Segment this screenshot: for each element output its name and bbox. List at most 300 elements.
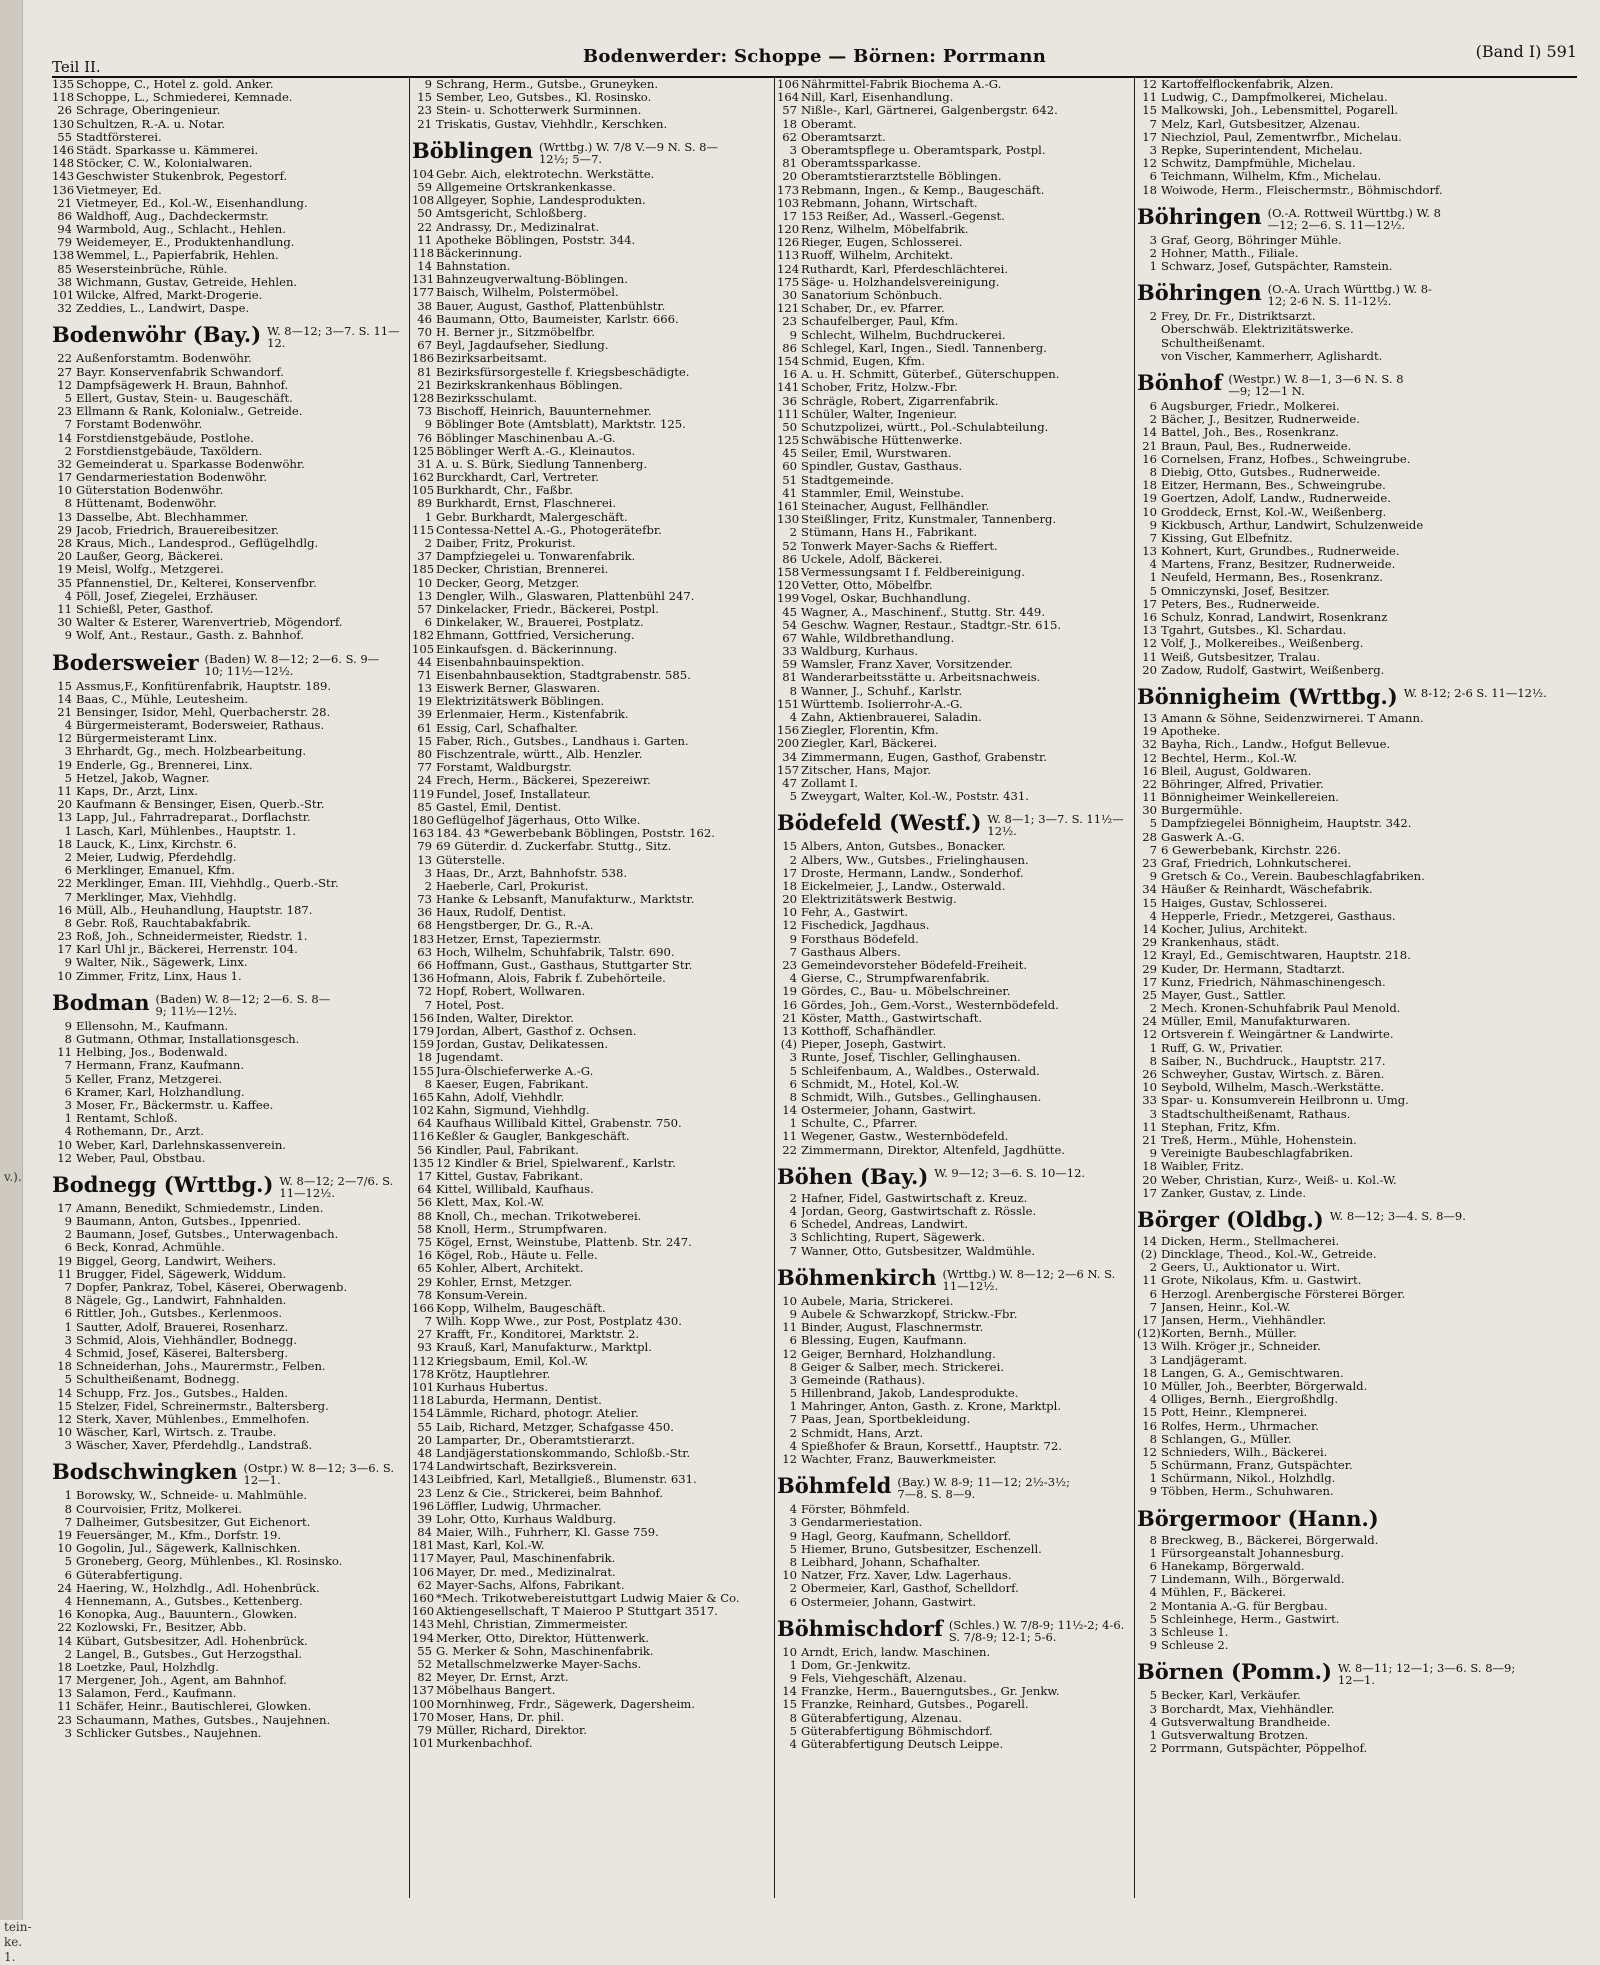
list-item — [777, 764, 1132, 777]
phone-number: 165 — [412, 1089, 435, 1104]
subscriber-entry: Frey, Dr. Fr., Distriktsarzt. — [1161, 310, 1316, 324]
subscriber-entry: Schrägle, Robert, Zigarrenfabrik. — [801, 394, 999, 408]
list-item — [412, 1460, 772, 1473]
list-item — [52, 904, 407, 917]
list-item — [412, 300, 772, 313]
phone-number — [1137, 323, 1161, 336]
list-item — [412, 286, 772, 299]
list-item — [412, 1196, 772, 1209]
list-item — [777, 170, 1132, 183]
list-item — [52, 1700, 407, 1713]
list-item — [412, 1038, 772, 1051]
list-item — [777, 223, 1132, 236]
subscriber-entry: Zollamt I. — [801, 776, 858, 790]
subscriber-entry: Dopfer, Pankraz, Tobel, Käserei, Oberwagenb. — [76, 1281, 348, 1294]
subscriber-entry: Müller, Joh., Beerbter, Börgerwald. — [1161, 1379, 1368, 1393]
list-item — [52, 798, 407, 811]
subscriber-entry: Eisenbahnbauinspektion. — [436, 655, 585, 669]
subscriber-entry: Mergener, Joh., Agent, am Bahnhof. — [76, 1674, 287, 1688]
phone-number: 11 — [417, 232, 432, 247]
phone-number: 137 — [412, 1683, 435, 1698]
fragment-text — [4, 1485, 32, 1500]
phone-number: 130 — [52, 116, 75, 131]
list-item — [1137, 1742, 1577, 1755]
phone-number: 10 — [1142, 1378, 1157, 1393]
subscriber-entry: Uckele, Adolf, Bäckerei. — [801, 552, 943, 566]
subscriber-entry: Oberschwäb. Elektrizitätswerke. — [1161, 323, 1354, 337]
list-item — [52, 1112, 407, 1125]
list-item — [777, 263, 1132, 276]
phone-number: 5 — [789, 1063, 797, 1078]
phone-number: 12 — [1142, 1444, 1157, 1459]
phone-number: 62 — [782, 129, 797, 144]
phone-number: 12 — [1142, 750, 1157, 765]
subscriber-entry: Einkaufsgen. d. Bäckerinnung. — [436, 642, 618, 656]
subscriber-entry: Lindemann, Wilh., Börgerwald. — [1161, 1573, 1345, 1587]
list-item — [1137, 752, 1577, 765]
subscriber-entry: Böblinger Bote (Amtsblatt), Marktstr. 125. — [436, 418, 686, 432]
phone-number: 154 — [777, 353, 800, 368]
list-item — [52, 680, 407, 693]
phone-number: 79 — [417, 1722, 432, 1737]
list-item — [777, 1413, 1132, 1426]
subscriber-entry: Dinkelaker, W., Brauerei, Postplatz. — [436, 616, 644, 630]
list-item — [412, 1170, 772, 1183]
phone-number: 115 — [412, 522, 435, 537]
list-item — [52, 236, 407, 249]
phone-number: 8 — [1149, 1431, 1157, 1446]
phone-number: 126 — [777, 235, 800, 250]
subscriber-entry: Schwitz, Dampfmühle, Michelau. — [1161, 157, 1356, 171]
fragment-text — [4, 1560, 32, 1575]
phone-number: 22 — [417, 219, 432, 234]
list-item — [52, 1714, 407, 1727]
list-item — [777, 724, 1132, 737]
subscriber-entry: Haeberle, Carl, Prokurist. — [436, 879, 589, 893]
phone-number: 14 — [782, 1103, 797, 1118]
list-item — [412, 577, 772, 590]
phone-number: 136 — [52, 182, 75, 197]
list-item — [52, 418, 407, 431]
phone-number: 3 — [64, 1438, 72, 1453]
subscriber-entry: Kozlowski, Fr., Besitzer, Abb. — [76, 1621, 247, 1635]
phone-number: 12 — [57, 377, 72, 392]
phone-number: 15 — [1142, 895, 1157, 910]
phone-number: 51 — [782, 472, 797, 487]
list-item — [52, 1595, 407, 1608]
subscriber-entry: Geschw. Wagner, Restaur., Stadtgr.-Str. 615. — [801, 618, 1062, 632]
subscriber-entry: Haas, Dr., Arzt, Bahnhofstr. 538. — [436, 866, 628, 880]
place-heading — [777, 1266, 1132, 1292]
phone-number: 12 — [57, 1150, 72, 1165]
fragment-text — [4, 1815, 32, 1830]
subscriber-entry: Zeddies, L., Landwirt, Daspe. — [76, 302, 250, 316]
list-item — [1137, 738, 1577, 751]
list-item — [412, 1210, 772, 1223]
subscriber-entry: Steinacher, August, Fellhändler. — [801, 500, 990, 513]
list-item — [412, 550, 772, 563]
fragment-text — [4, 1590, 32, 1605]
list-item — [52, 864, 407, 877]
list-item — [52, 484, 407, 497]
phone-number: 16 — [1142, 1418, 1157, 1433]
list-item — [777, 1556, 1132, 1569]
phone-number: 2 — [1149, 245, 1157, 260]
subscriber-entry: Graf, Georg, Böhringer Mühle. — [1161, 233, 1342, 247]
subscriber-entry: Gutmann, Othmar, Installationsgesch. — [76, 1033, 300, 1046]
fragment-text — [4, 1770, 32, 1785]
phone-number: 57 — [417, 601, 432, 616]
subscriber-entry: Pott, Heinr., Klempnerei. — [1161, 1406, 1308, 1420]
subscriber-entry: Städt. Sparkasse u. Kämmerei. — [76, 143, 259, 157]
subscriber-entry: Contessa-Nettel A.-G., Photogerätefbr. — [436, 523, 662, 537]
fragment-text — [4, 1230, 32, 1245]
phone-number: 12 — [782, 918, 797, 933]
list-item — [412, 708, 772, 721]
phone-number: 12 — [782, 1452, 797, 1466]
phone-number: (2) — [1140, 1247, 1157, 1262]
list-item — [52, 104, 407, 117]
phone-number: 16 — [57, 1607, 72, 1622]
phone-number — [1137, 350, 1161, 363]
list-item — [52, 1215, 407, 1228]
phone-number: 5 — [64, 1554, 72, 1569]
list-item — [52, 118, 407, 131]
subscriber-entry: Schulte, C., Pfarrer. — [801, 1117, 918, 1131]
subscriber-entry: Gogolin, Jul., Sägewerk, Kallnischken. — [76, 1542, 301, 1556]
list-item — [412, 1632, 772, 1645]
subscriber-entry: Keller, Franz, Metzgerei. — [76, 1072, 223, 1086]
list-item — [52, 537, 407, 550]
list-item — [1137, 1028, 1577, 1041]
subscriber-entry: Bezirkskrankenhaus Böblingen. — [436, 378, 623, 392]
phone-number: 58 — [417, 1221, 432, 1236]
phone-number: 8 — [64, 1293, 72, 1308]
list-item — [1137, 492, 1577, 505]
phone-number: 64 — [417, 1182, 432, 1197]
list-item — [412, 854, 772, 867]
phone-number: 8 — [1149, 1053, 1157, 1068]
list-item — [1137, 1288, 1577, 1301]
phone-number: 3 — [1149, 1352, 1157, 1367]
phone-number: 59 — [782, 657, 797, 672]
phone-number: 48 — [417, 1445, 432, 1460]
phone-number: 18 — [57, 1659, 72, 1674]
subscriber-entry: Schmid, Josef, Käserei, Baltersberg. — [76, 1346, 289, 1360]
phone-number: 55 — [417, 1419, 432, 1434]
place-name: Börgermoor (Hann.) — [1137, 1505, 1379, 1531]
list-item — [1137, 1703, 1577, 1716]
phone-number: 21 — [57, 704, 72, 719]
phone-number: 135 — [52, 78, 75, 91]
subscriber-entry: Amtsgericht, Schloßberg. — [436, 207, 587, 221]
subscriber-entry: Gendarmeriestation. — [801, 1516, 923, 1530]
subscriber-entry: 184. 43 *Gewerbebank Böblingen, Poststr. 162. — [436, 827, 715, 841]
phone-number: 101 — [412, 1380, 435, 1394]
subscriber-entry: Graf, Friedrich, Lohnkutscherei. — [1161, 857, 1352, 870]
list-item — [52, 1413, 407, 1426]
subscriber-entry: Eickelmeier, J., Landw., Osterwald. — [801, 879, 1006, 893]
list-item — [412, 1051, 772, 1064]
subscriber-entry: Schmidt, Wilh., Gutsbes., Gellinghausen. — [801, 1090, 1042, 1104]
subscriber-entry: Dasselbe, Abt. Blechhammer. — [76, 510, 249, 524]
place-heading — [52, 651, 407, 677]
place-name: Böhringen — [1137, 280, 1262, 306]
list-item — [52, 1139, 407, 1152]
phone-number: 2 — [1149, 1598, 1157, 1613]
phone-number: 7 — [1149, 842, 1157, 857]
phone-number: 118 — [412, 1393, 435, 1408]
subscriber-entry: Dengler, Wilh., Glaswaren, Plattenbühl 247. — [436, 589, 695, 603]
phone-number: 2 — [789, 525, 797, 540]
phone-number: 20 — [1142, 1172, 1157, 1187]
phone-number: 11 — [1142, 1119, 1157, 1134]
phone-number: 164 — [777, 90, 800, 105]
list-item — [1137, 844, 1577, 857]
phone-number: 26 — [57, 103, 72, 118]
phone-number: 3 — [1149, 1701, 1157, 1716]
phone-number: (4) — [780, 1037, 797, 1052]
subscriber-entry: Walter, Nik., Sägewerk, Linx. — [76, 956, 248, 970]
phone-number: 10 — [57, 1137, 72, 1152]
phone-number: 1 — [1149, 1040, 1157, 1055]
subscriber-entry: Becker, Karl, Verkäufer. — [1161, 1689, 1301, 1703]
subscriber-entry: Apotheke Böblingen, Poststr. 344. — [436, 233, 636, 247]
subscriber-entry: Dincklage, Theod., Kol.-W., Getreide. — [1161, 1248, 1377, 1262]
list-item — [52, 1086, 407, 1099]
list-item — [412, 867, 772, 880]
subscriber-entry: Hagl, Georg, Kaufmann, Schelldorf. — [801, 1529, 1012, 1543]
list-item — [777, 999, 1132, 1012]
subscriber-entry: Omniczynski, Josef, Besitzer. — [1161, 584, 1330, 598]
phone-number: 6 — [1149, 1286, 1157, 1301]
subscriber-entry: Kahn, Adolf, Viehhdlr. — [436, 1090, 565, 1104]
phone-number: 81 — [417, 364, 432, 379]
phone-number: 8 — [1149, 1532, 1157, 1547]
phone-number: 175 — [777, 274, 800, 289]
list-item — [1137, 1094, 1577, 1107]
list-item — [777, 985, 1132, 998]
phone-number: 62 — [417, 1577, 432, 1592]
subscriber-entry: Güterstation Bodenwöhr. — [76, 484, 224, 498]
list-item — [412, 1658, 772, 1671]
list-item — [1137, 1147, 1577, 1160]
phone-number: 24 — [417, 773, 432, 788]
phone-number: 9 — [789, 1528, 797, 1543]
list-item — [1137, 791, 1577, 804]
list-item — [412, 893, 772, 906]
subscriber-entry: Stadtgemeinde. — [801, 473, 894, 487]
phone-number: 5 — [1149, 816, 1157, 831]
subscriber-entry: Gebr. Roß, Rauchtabakfabrik. — [76, 916, 251, 930]
list-item — [1137, 1340, 1577, 1353]
phone-number: 19 — [57, 562, 72, 577]
subscriber-entry: Woiwode, Herm., Fleischermstr., Böhmischdorf. — [1161, 183, 1443, 197]
list-item — [777, 1543, 1132, 1556]
phone-number: 29 — [417, 1274, 432, 1289]
phone-number: 18 — [57, 836, 72, 851]
phone-number: 34 — [1142, 882, 1157, 897]
phone-number: 5 — [1149, 583, 1157, 598]
phone-number: 10 — [57, 1425, 72, 1440]
subscriber-entry: Vietmeyer, Ed. — [76, 183, 162, 197]
subscriber-entry: Kriegsbaum, Emil, Kol.-W. — [436, 1354, 589, 1368]
office-hours: W. 8—12; 2—7/6. S. 11—12½. — [279, 1173, 394, 1200]
subscriber-entry: Decker, Georg, Metzger. — [436, 576, 580, 590]
list-item — [412, 405, 772, 418]
phone-number: 8 — [789, 1554, 797, 1569]
list-item — [1137, 350, 1577, 363]
phone-number: 3 — [1149, 1624, 1157, 1639]
subscriber-entry: Hopf, Robert, Wollwaren. — [436, 985, 586, 999]
list-item — [777, 658, 1132, 671]
list-item — [52, 1439, 407, 1452]
subscriber-entry: Forstamt Bodenwöhr. — [76, 418, 203, 432]
list-item — [412, 788, 772, 801]
list-item — [777, 698, 1132, 711]
fragment-text — [4, 1605, 32, 1620]
phone-number: 15 — [417, 733, 432, 748]
phone-number: 85 — [417, 799, 432, 814]
phone-number: 71 — [417, 667, 432, 682]
list-item — [412, 590, 772, 603]
list-item — [52, 956, 407, 969]
phone-number: 10 — [57, 483, 72, 498]
list-item — [1137, 558, 1577, 571]
phone-number: 6 — [64, 863, 72, 878]
subscriber-entry: Gördes, Joh., Gem.-Vorst., Westernbödefeld. — [801, 998, 1059, 1012]
subscriber-entry: Apotheke. — [1161, 725, 1221, 739]
phone-number: 5 — [1149, 1611, 1157, 1626]
phone-number: 148 — [52, 156, 75, 171]
list-item — [52, 1255, 407, 1268]
fragment-text: ke. — [4, 1935, 23, 1949]
subscriber-entry: Bächer, J., Besitzer, Rudnerweide. — [1161, 413, 1360, 427]
list-item — [52, 1347, 407, 1360]
subscriber-entry: Ellert, Gustav, Stein- u. Baugeschäft. — [76, 391, 293, 405]
fragment-text — [4, 1635, 32, 1650]
list-item — [777, 1192, 1132, 1205]
list-item — [1137, 310, 1577, 323]
phone-number: 9 — [789, 1671, 797, 1686]
office-hours: (Wrttbg.) W. 7/8 V.—9 N. S. 8—12½; 5—7. — [538, 139, 718, 166]
list-item — [1137, 598, 1577, 611]
subscriber-entry: Merker, Otto, Direktor, Hüttenwerk. — [436, 1631, 649, 1645]
subscriber-entry: Seiler, Emil, Wurstwaren. — [801, 447, 952, 461]
subscriber-entry: Gutsverwaltung Brotzen. — [1161, 1728, 1309, 1742]
list-item — [52, 811, 407, 824]
subscriber-entry: Schultzen, R.-A. u. Notar. — [76, 117, 226, 131]
list-item — [52, 1555, 407, 1568]
subscriber-entry: Knoll, Ch., mechan. Trikotweberei. — [436, 1209, 642, 1223]
subscriber-entry: Dampfziegelei Bönnigheim, Hauptstr. 342. — [1161, 817, 1412, 831]
list-item — [777, 1503, 1132, 1516]
subscriber-entry: Gebr. Burkhardt, Malergeschäft. — [436, 510, 628, 524]
list-item — [777, 867, 1132, 880]
phone-number: 5 — [64, 390, 72, 405]
phone-number: 8 — [64, 496, 72, 511]
list-item — [1137, 804, 1577, 817]
subscriber-entry: Paas, Jean, Sportbekleidung. — [801, 1413, 971, 1427]
subscriber-entry: Bauer, August, Gasthof, Plattenbühlstr. — [436, 299, 666, 313]
subscriber-entry: Langen, G. A., Gemischtwaren. — [1161, 1366, 1344, 1380]
phone-number: 1 — [424, 509, 432, 524]
subscriber-entry: Wanner, Otto, Gutsbesitzer, Waldmühle. — [801, 1244, 1036, 1258]
list-item — [777, 972, 1132, 985]
list-item — [777, 1104, 1132, 1117]
list-item — [412, 774, 772, 787]
list-item — [1137, 400, 1577, 413]
fragment-text — [4, 1425, 32, 1440]
subscriber-entry: Hofmann, Alois, Fabrik f. Zubehörteile. — [436, 972, 666, 986]
list-item — [52, 445, 407, 458]
list-item — [52, 1099, 407, 1112]
phone-number: 2 — [789, 1190, 797, 1205]
subscriber-entry: Kartoffelflockenfabrik, Alzen. — [1161, 78, 1334, 91]
phone-number: 5 — [1149, 1458, 1157, 1473]
place-name: Börnen (Pomm.) — [1137, 1659, 1332, 1685]
list-item — [52, 706, 407, 719]
subscriber-entry: Schoppe, C., Hotel z. gold. Anker. — [76, 78, 274, 91]
phone-number: 9 — [424, 417, 432, 432]
phone-number: 17 — [57, 942, 72, 957]
place-heading — [777, 1617, 1132, 1643]
phone-number: 81 — [782, 670, 797, 685]
subscriber-entry: von Vischer, Kammerherr, Aglishardt. — [1161, 349, 1383, 363]
subscriber-entry: Frech, Herm., Bäckerei, Spezereiwr. — [436, 774, 651, 788]
subscriber-entry: Moser, Hans, Dr. phil. — [436, 1710, 565, 1724]
subscriber-entry: Gierse, C., Strumpfwarenfabrik. — [801, 972, 990, 986]
list-item — [52, 157, 407, 170]
subscriber-entry: Groneberg, Georg, Mühlenbes., Kl. Rosinsko. — [76, 1555, 343, 1569]
phone-number: 143 — [52, 169, 75, 184]
list-item — [412, 537, 772, 550]
subscriber-entry: Wegener, Gastw., Westernbödefeld. — [801, 1130, 1009, 1144]
list-item — [412, 1223, 772, 1236]
phone-number: 56 — [417, 1142, 432, 1157]
list-item — [1137, 1485, 1577, 1498]
list-item — [1137, 91, 1577, 104]
subscriber-entry: Herzogl. Arenbergische Försterei Börger. — [1161, 1287, 1406, 1301]
phone-number: 17 — [57, 470, 72, 485]
phone-number: 155 — [412, 1063, 435, 1078]
fragment-text — [4, 1350, 32, 1365]
list-item — [412, 392, 772, 405]
list-item — [777, 632, 1132, 645]
office-hours: (Schles.) W. 7/8-9; 11½-2; 4-6. S. 7/8-9; 12-1; 5-6. — [948, 1617, 1125, 1644]
subscriber-entry: Schultheißenamt, Bodnegg. — [76, 1373, 240, 1387]
phone-number: 29 — [1142, 961, 1157, 976]
subscriber-entry: Wahle, Wildbrethandlung. — [801, 631, 955, 645]
list-item — [412, 313, 772, 326]
phone-number: 11 — [782, 1129, 797, 1144]
subscriber-entry: Borchardt, Max, Viehhändler. — [1161, 1702, 1335, 1716]
subscriber-entry: Sember, Leo, Gutsbes., Kl. Rosinsko. — [436, 91, 652, 105]
phone-number: 10 — [782, 905, 797, 920]
phone-number: 32 — [57, 456, 72, 471]
place-heading — [412, 139, 772, 165]
phone-number: 10 — [782, 1568, 797, 1583]
list-item — [1137, 506, 1577, 519]
phone-number: 178 — [412, 1366, 435, 1381]
fragment-text — [4, 1905, 32, 1920]
list-item — [412, 471, 772, 484]
subscriber-entry: Nägele, Gg., Landwirt, Fahnhalden. — [76, 1294, 287, 1308]
subscriber-entry: Forsthaus Bödefeld. — [801, 932, 919, 946]
phone-number: 61 — [417, 720, 432, 735]
phone-number: 4 — [789, 1502, 797, 1517]
list-item — [412, 1711, 772, 1724]
